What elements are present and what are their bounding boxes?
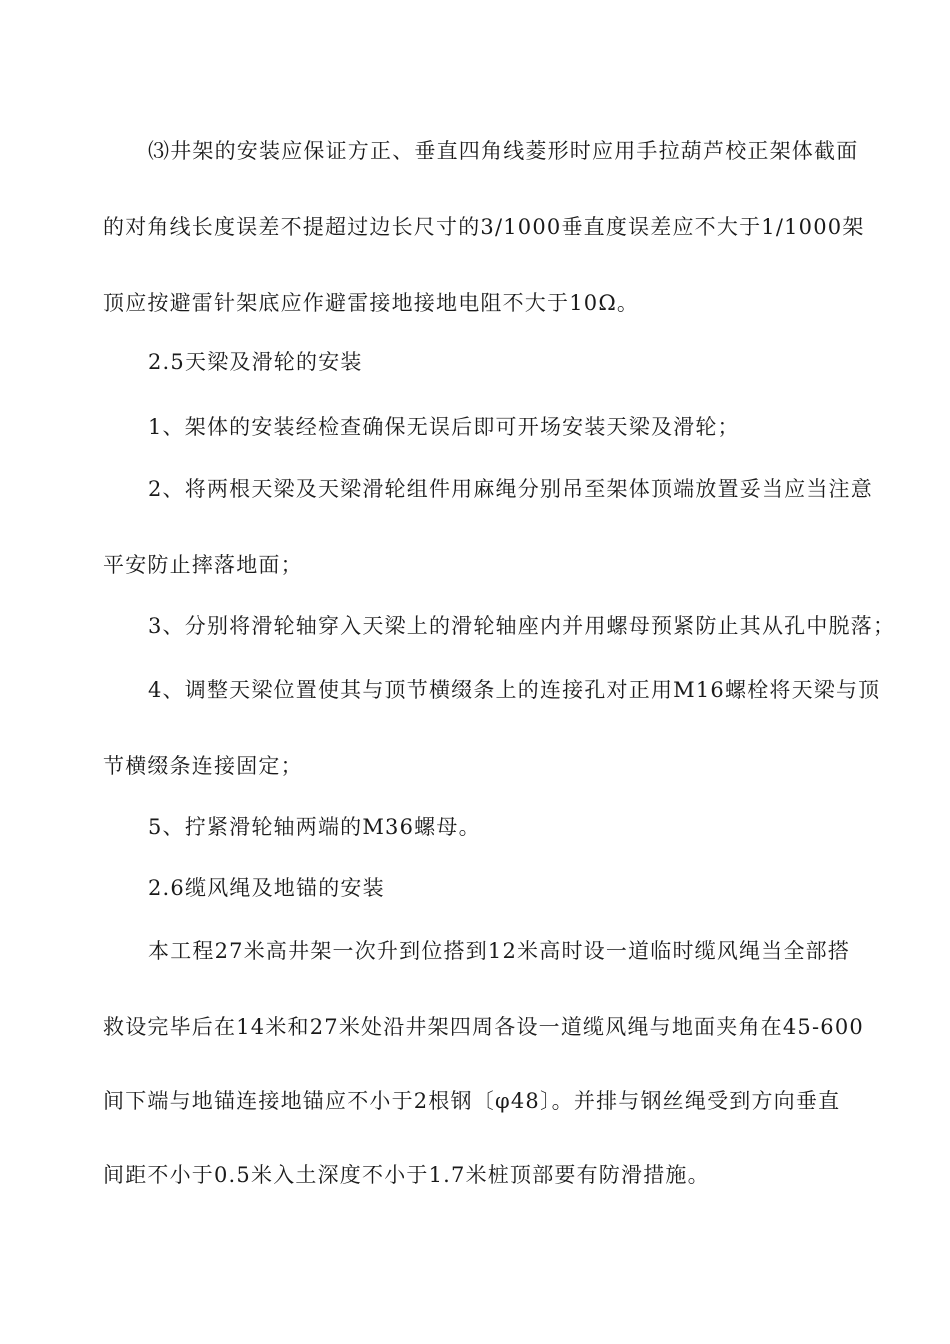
section-heading: 2.5天梁及滑轮的安装 — [148, 350, 363, 374]
paragraph-line: 3、分别将滑轮轴穿入天梁上的滑轮轴座内并用螺母预紧防止其从孔中脱落； — [148, 614, 896, 638]
paragraph-line: 间下端与地锚连接地锚应不小于2根钢〔φ48〕。并排与钢丝绳受到方向垂直 — [103, 1089, 841, 1113]
paragraph-line: 2、将两根天梁及天梁滑轮组件用麻绳分别吊至架体顶端放置妥当应当注意 — [148, 477, 873, 501]
paragraph-line: 顶应按避雷针架底应作避雷接地接地电阻不大于10Ω。 — [103, 291, 640, 315]
paragraph-line: ⑶井架的安装应保证方正、垂直四角线菱形时应用手拉葫芦校正架体截面 — [148, 139, 859, 163]
paragraph-line: 间距不小于0.5米入土深度不小于1.7米桩顶部要有防滑措施。 — [103, 1163, 710, 1187]
paragraph-line: 1、架体的安装经检查确保无误后即可开场安装天梁及滑轮； — [148, 415, 740, 439]
paragraph-line: 节横缀条连接固定； — [103, 754, 303, 778]
paragraph-line: 的对角线长度误差不提超过边长尺寸的3/1000垂直度误差应不大于1/1000架 — [103, 215, 865, 239]
paragraph-line: 本工程27米高井架一次升到位搭到12米高时设一道临时缆风绳当全部搭 — [148, 939, 851, 963]
paragraph-line: 平安防止摔落地面； — [103, 553, 303, 577]
section-heading: 2.6缆风绳及地锚的安装 — [148, 876, 385, 900]
paragraph-line: 救设完毕后在14米和27米处沿井架四周各设一道缆风绳与地面夹角在45-600 — [103, 1015, 864, 1039]
paragraph-line: 5、拧紧滑轮轴两端的M36螺母。 — [148, 815, 481, 839]
paragraph-line: 4、调整天梁位置使其与顶节横缀条上的连接孔对正用M16螺栓将天梁与顶 — [148, 678, 881, 702]
